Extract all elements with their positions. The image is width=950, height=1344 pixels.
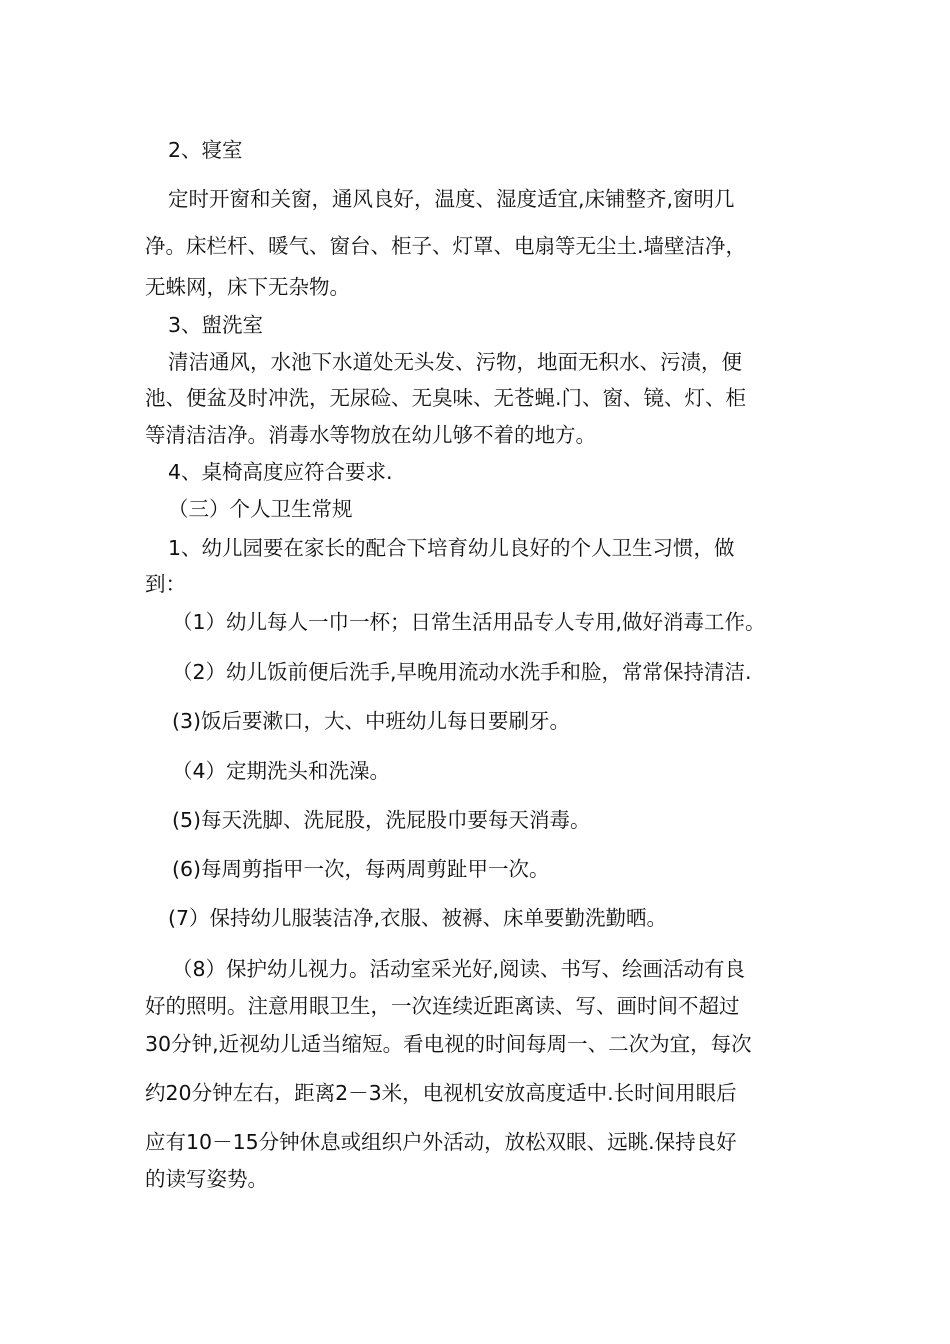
paragraph-line: 无蛛网，床下无杂物。 [145, 275, 350, 299]
list-item: （1）幼儿每人一巾一杯；日常生活用品专人专用,做好消毒工作。 [172, 610, 766, 634]
list-item: (6)每周剪指甲一次，每两周剪趾甲一次。 [172, 857, 550, 881]
list-item: （8）保护幼儿视力。活动室采光好,阅读、书写、绘画活动有良 [172, 957, 746, 981]
list-item: （4）定期洗头和洗澡。 [172, 759, 391, 783]
paragraph-line: 池、便盆及时冲洗，无尿硷、无臭味、无苍蝇.门、窗、镜、灯、柜 [145, 386, 747, 410]
paragraph-line: 1、幼儿园要在家长的配合下培育幼儿良好的个人卫生习惯，做 [168, 536, 735, 560]
paragraph-line: 等清洁洁净。消毒水等物放在幼儿够不着的地方。 [145, 423, 596, 447]
paragraph-line: 好的照明。注意用眼卫生，一次连续近距离读、写、画时间不超过 [145, 994, 740, 1018]
list-item: (7）保持幼儿服装洁净,衣服、被褥、床单要勤洗勤晒。 [168, 906, 668, 930]
list-item: (5)每天洗脚、洗屁股，洗屁股巾要每天消毒。 [172, 808, 591, 832]
list-item: (3)饭后要漱口，大、中班幼儿每日要刷牙。 [172, 709, 571, 733]
paragraph-line: 到： [145, 572, 186, 596]
heading-furniture: 4、桌椅高度应符合要求. [168, 460, 393, 484]
paragraph-line: 清洁通风，水池下水道处无头发、污物，地面无积水、污渍，便 [168, 350, 742, 374]
paragraph-line: 约20分钟左右，距离2－3米，电视机安放高度适中.长时间用眼后 [145, 1081, 737, 1105]
paragraph-line: 定时开窗和关窗，通风良好，温度、湿度适宜,床铺整齐,窗明几 [168, 187, 735, 211]
section-heading: （三）个人卫生常规 [168, 497, 353, 521]
paragraph-line: 30分钟,近视幼儿适当缩短。看电视的时间每周一、二次为宜，每次 [145, 1032, 752, 1056]
heading-bedroom: 2、寝室 [168, 138, 243, 162]
list-item: （2）幼儿饭前便后洗手,早晚用流动水洗手和脸，常常保持清洁. [172, 660, 752, 684]
paragraph-line: 净。床栏杆、暖气、窗台、柜子、灯罩、电扇等无尘土.墙壁洁净， [145, 234, 747, 258]
heading-washroom: 3、盥洗室 [168, 313, 264, 337]
paragraph-line: 的读写姿势。 [145, 1167, 268, 1191]
paragraph-line: 应有10－15分钟休息或组织户外活动，放松双眼、远眺.保持良好 [145, 1130, 737, 1154]
